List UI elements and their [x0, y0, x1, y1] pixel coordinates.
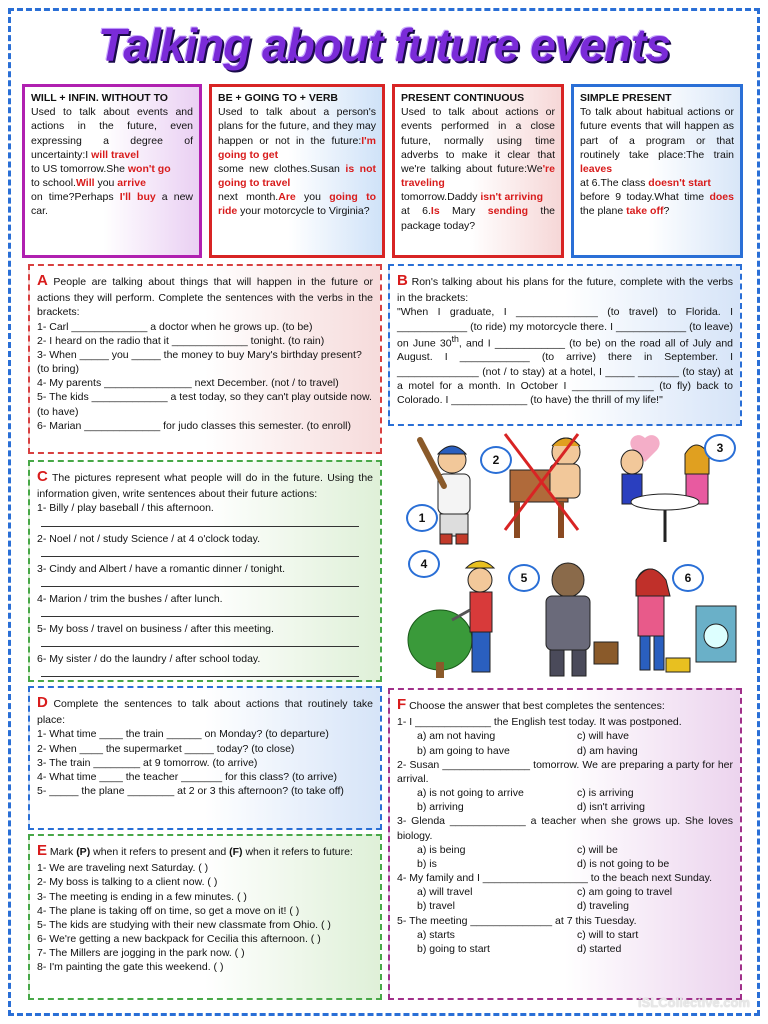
answer-options	[397, 786, 733, 814]
romantic-dinner-illustration	[621, 435, 709, 542]
exercise-item[interactable]: 2- When ____ the supermarket _____ today? (to close)	[37, 742, 295, 755]
picture-number-5: 5	[508, 564, 540, 592]
text-segment: To talk about habitual actions or future events that will happen as part of a program or that routinely take place:	[580, 106, 734, 161]
answer-option[interactable]: a) am not having	[417, 730, 496, 743]
exercise-item[interactable]: 4- My parents _______________ next December. (not / to travel)	[37, 377, 339, 390]
exercise-item: 4- Marion / trim the bushes / after lunch.	[37, 592, 223, 605]
text-segment: Daddy	[447, 191, 481, 204]
exercise-item[interactable]: 4- The plane is taking off on time, so get a move on it! ( )	[37, 904, 300, 917]
text-segment: to US tomorrow.	[31, 162, 107, 175]
example-verb: is not going to travel	[218, 162, 376, 190]
example-verb: Will	[75, 177, 95, 190]
picture-number-4: 4	[408, 550, 440, 578]
answer-option[interactable]: c) am going to travel	[577, 886, 673, 899]
answer-option[interactable]: d) started	[577, 943, 622, 955]
answer-option[interactable]: a) is being	[417, 843, 466, 856]
exercise-b-text[interactable]	[397, 305, 733, 407]
text-segment: Susan	[310, 162, 346, 175]
text-segment: We	[527, 162, 543, 175]
example-verb: does	[709, 191, 734, 204]
text-segment: Mary	[439, 205, 488, 218]
exercise-f-questions	[397, 715, 733, 956]
example-verb: will travel	[91, 148, 139, 161]
text-segment: a new car.	[31, 191, 194, 218]
text-segment: She	[106, 162, 128, 175]
pictures-panel	[400, 430, 745, 682]
question-text: 3- Glenda _____________ a teacher when she grows up. She loves biology.	[397, 815, 733, 842]
intro-text: The pictures represent what people will do in the future. Using the information given, write sentences about their future actions:	[37, 472, 373, 501]
exercise-item[interactable]: 7- The Millers are jogging in the park now. ( )	[37, 947, 245, 960]
intro-text: Choose the answer that best completes the sentences:	[406, 700, 665, 712]
exercise-item: 5- My boss / travel on business / after this meeting.	[37, 623, 274, 636]
exercise-d-items	[37, 727, 373, 798]
exercise-item[interactable]: 3- The meeting is ending in a few minutes. ( )	[37, 890, 247, 903]
intro-text: Complete the sentences to talk about actions that routinely take place:	[37, 698, 373, 727]
example-verb: doesn't start	[648, 177, 711, 190]
cartoon-illustrations	[400, 430, 745, 682]
text-segment: Used to talk about actions or events performed in a close future, normally using time adverbs to make it clear that we're talking about future:	[401, 106, 555, 175]
example-verb: Is	[430, 205, 440, 218]
exercise-b	[388, 264, 742, 426]
grammar-heading: SIMPLE PRESENT	[580, 92, 672, 104]
exercise-d	[28, 686, 382, 830]
text-segment: the plane	[580, 205, 627, 218]
text-segment: I	[85, 148, 92, 161]
exercise-a-intro	[37, 271, 373, 320]
answer-option[interactable]: b) is	[417, 857, 437, 870]
exercise-f-intro	[397, 695, 733, 715]
answer-option[interactable]: c) is arriving	[577, 787, 634, 800]
text-segment: before 9 today.	[580, 191, 655, 204]
text-part: , and I ____________ (to be) on the road all of July and August. I ____________ (to arrive) there in September. I ______________ (not / to stay) at a hotel, I _____ _______ (to stay) at a motel for a month. In October I ______________ (to fly) back to Colorado. I _____________ (to have) the thrill of my life!"	[397, 337, 734, 406]
text-segment: to school.	[31, 177, 76, 190]
text-segment: some new clothes.	[218, 162, 311, 175]
exercise-item[interactable]: 5- The kids _____________ a test today, so they can't play outside now. (to have)	[37, 391, 372, 418]
exercise-item[interactable]: 8- I'm painting the gate this weekend. ( )	[37, 961, 224, 974]
exercise-letter: B	[397, 272, 408, 289]
exercise-item[interactable]: 3- The train ________ at 9 tomorrow. (to arrive)	[37, 756, 258, 769]
exercise-e-items	[37, 861, 373, 974]
text-segment: ?	[663, 205, 670, 218]
answer-option[interactable]: c) will have	[577, 730, 629, 743]
future-marker: (F)	[229, 846, 243, 858]
picture-number-3: 3	[704, 434, 736, 462]
grammar-box-will	[22, 84, 202, 258]
exercise-a-items	[37, 320, 373, 433]
student-at-desk-illustration	[505, 434, 580, 538]
text-part: "When I graduate, I ______________ (to travel) to Florida. I ____________ (to ride) my motorcycle there. I ____________ (to leave) on June 30	[397, 306, 733, 350]
answer-line[interactable]	[41, 637, 359, 647]
text-segment: the package today?	[401, 205, 556, 232]
text-segment: tomorrow.	[401, 191, 448, 204]
text-segment: you	[94, 177, 118, 190]
example-verb: going to ride	[218, 191, 376, 218]
exercise-letter: F	[397, 696, 407, 713]
answer-option[interactable]: a) is not going to arrive	[417, 787, 524, 800]
answer-line[interactable]	[41, 547, 359, 557]
example-verb: arrive	[117, 177, 146, 190]
exercise-item: 3- Cindy and Albert / have a romantic dinner / tonight.	[37, 562, 286, 575]
grammar-text	[31, 105, 193, 218]
exercise-item: 1- Billy / play baseball / this afternoon.	[37, 502, 214, 515]
text-segment: What time	[654, 191, 710, 204]
answer-options	[397, 928, 733, 956]
answer-option[interactable]: d) is not going to be	[577, 857, 670, 870]
grammar-box-going-to	[209, 84, 385, 258]
grammar-heading: BE + GOING TO + VERB	[218, 92, 339, 104]
exercise-item[interactable]: 3- When _____ you _____ the money to buy Mary's birthday present? (to bring)	[37, 348, 362, 376]
answer-option[interactable]: b) am going to have	[417, 744, 510, 757]
grammar-heading: WILL + INFIN. WITHOUT TO	[31, 92, 168, 104]
answer-line[interactable]	[41, 607, 359, 617]
example-verb: isn't arriving	[480, 191, 543, 204]
exercise-e	[28, 834, 382, 1000]
answer-option[interactable]: c) will to start	[577, 928, 639, 941]
exercise-item: 6- My sister / do the laundry / after school today.	[37, 653, 261, 666]
exercise-c-intro	[37, 467, 373, 501]
exercise-item[interactable]: 5- _____ the plane ________ at 2 or 3 this afternoon? (to take off)	[37, 785, 344, 798]
question-text: 1- I _____________ the English test today. It was postponed.	[397, 716, 682, 729]
exercise-item[interactable]: 6- We're getting a new backpack for Cecilia this afternoon. ( )	[37, 933, 321, 946]
picture-number-1: 1	[406, 504, 438, 532]
grammar-text	[218, 105, 376, 218]
answer-option[interactable]: d) traveling	[577, 900, 629, 913]
answer-line[interactable]	[41, 577, 359, 587]
answer-option[interactable]: a) starts	[417, 928, 455, 941]
example-verb: I'll buy	[119, 191, 156, 204]
businessman-illustration	[546, 563, 618, 676]
gardener-illustration	[408, 561, 494, 678]
text-segment: next month.	[218, 191, 279, 204]
answer-options	[397, 729, 733, 757]
answer-options	[397, 843, 733, 871]
exercise-b-intro	[397, 271, 733, 305]
superscript: th	[451, 333, 459, 344]
exercise-d-intro	[37, 693, 373, 727]
answer-option[interactable]: a) will travel	[417, 886, 473, 899]
exercise-a	[28, 264, 382, 454]
exercise-item[interactable]: 6- Marian _____________ for judo classes this semester. (to enroll)	[37, 419, 352, 432]
answer-option[interactable]: c) will be	[577, 843, 618, 856]
grammar-box-present-continuous	[392, 84, 564, 258]
intro-text: when it refers to present and	[90, 846, 230, 858]
watermark: iSLCollective.com	[638, 995, 750, 1011]
exercise-item[interactable]: 4- What time ____ the teacher _______ for this class? (to arrive)	[37, 770, 337, 783]
example-verb: Are	[278, 191, 296, 204]
intro-text: Ron's talking about his plans for the future, complete with the verbs in the brackets:	[397, 276, 733, 305]
exercise-item[interactable]: 5- The kids are studying with their new classmate from Ohio. ( )	[37, 918, 331, 931]
grammar-box-simple-present	[571, 84, 743, 258]
intro-text: Mark	[47, 846, 77, 858]
exercise-e-intro	[37, 841, 373, 861]
answer-option[interactable]: d) am having	[577, 744, 638, 757]
answer-line[interactable]	[41, 667, 359, 677]
question-text: 2- Susan _______________ tomorrow. We are preparing a party for her arrival.	[397, 758, 733, 785]
text-segment: Used to talk about a person's plans for the future, and they may happen or not in the future:	[218, 106, 376, 147]
example-verb: 're traveling	[401, 162, 555, 190]
question-text: 5- The meeting ______________ at 7 this Tuesday.	[397, 914, 637, 927]
answer-options	[397, 885, 733, 913]
answer-line[interactable]	[41, 517, 359, 527]
text-segment: The class	[600, 177, 649, 190]
exercise-letter: A	[37, 272, 48, 289]
answer-option[interactable]: d) isn't arriving	[577, 801, 645, 814]
exercise-c-items	[37, 501, 373, 677]
text-segment: Perhaps	[74, 191, 120, 204]
page-title: Talking about future events	[98, 19, 670, 71]
present-marker: (P)	[76, 846, 91, 858]
exercise-letter: D	[37, 694, 48, 711]
example-verb: take off	[626, 205, 664, 218]
exercise-f	[388, 688, 742, 1000]
exercise-c	[28, 460, 382, 682]
picture-number-6: 6	[672, 564, 704, 592]
text-segment: at 6.	[580, 177, 601, 190]
answer-option[interactable]: b) arriving	[417, 801, 464, 814]
exercise-item[interactable]: 1- Carl _____________ a doctor when he grows up. (to be)	[37, 320, 313, 333]
exercise-item[interactable]: 1- We are traveling next Saturday. ( )	[37, 862, 209, 875]
exercise-item[interactable]: 1- What time ____ the train ______ on Monday? (to departure)	[37, 728, 329, 741]
example-verb: won't go	[127, 162, 171, 175]
grammar-heading: PRESENT CONTINUOUS	[401, 92, 525, 104]
text-segment: The train	[686, 148, 734, 161]
grammar-text	[580, 105, 734, 218]
exercise-letter: C	[37, 468, 48, 485]
intro-text: People are talking about things that will happen in the future or actions they will perform. Complete the sentences with the verbs in the brackets:	[37, 276, 373, 319]
exercise-item: 2- Noel / not / study Science / at 4 o'clock today.	[37, 532, 261, 545]
intro-text: when it refers to future:	[242, 846, 353, 858]
text-segment: you	[295, 191, 330, 204]
text-segment: Used to talk about events and actions in the future, even expressing a degree of uncertainty:	[31, 106, 193, 161]
text-segment: at 6.	[401, 205, 431, 218]
answer-option[interactable]: b) travel	[417, 900, 455, 913]
text-segment: on time?	[31, 191, 75, 204]
picture-number-2: 2	[480, 446, 512, 474]
exercise-item[interactable]: 2- I heard on the radio that it _____________ tonight. (to rain)	[37, 334, 325, 347]
answer-option[interactable]: b) going to start	[417, 943, 490, 955]
example-verb: I'm going to get	[218, 134, 376, 161]
example-verb: sending	[487, 205, 529, 218]
text-segment: your motorcycle to Virginia?	[237, 205, 370, 218]
exercise-item[interactable]: 2- My boss is talking to a client now. ( )	[37, 876, 218, 889]
example-verb: leaves	[580, 162, 613, 175]
exercise-letter: E	[37, 842, 48, 859]
grammar-text	[401, 105, 555, 233]
question-text: 4- My family and I __________________ to the beach next Sunday.	[397, 872, 713, 885]
